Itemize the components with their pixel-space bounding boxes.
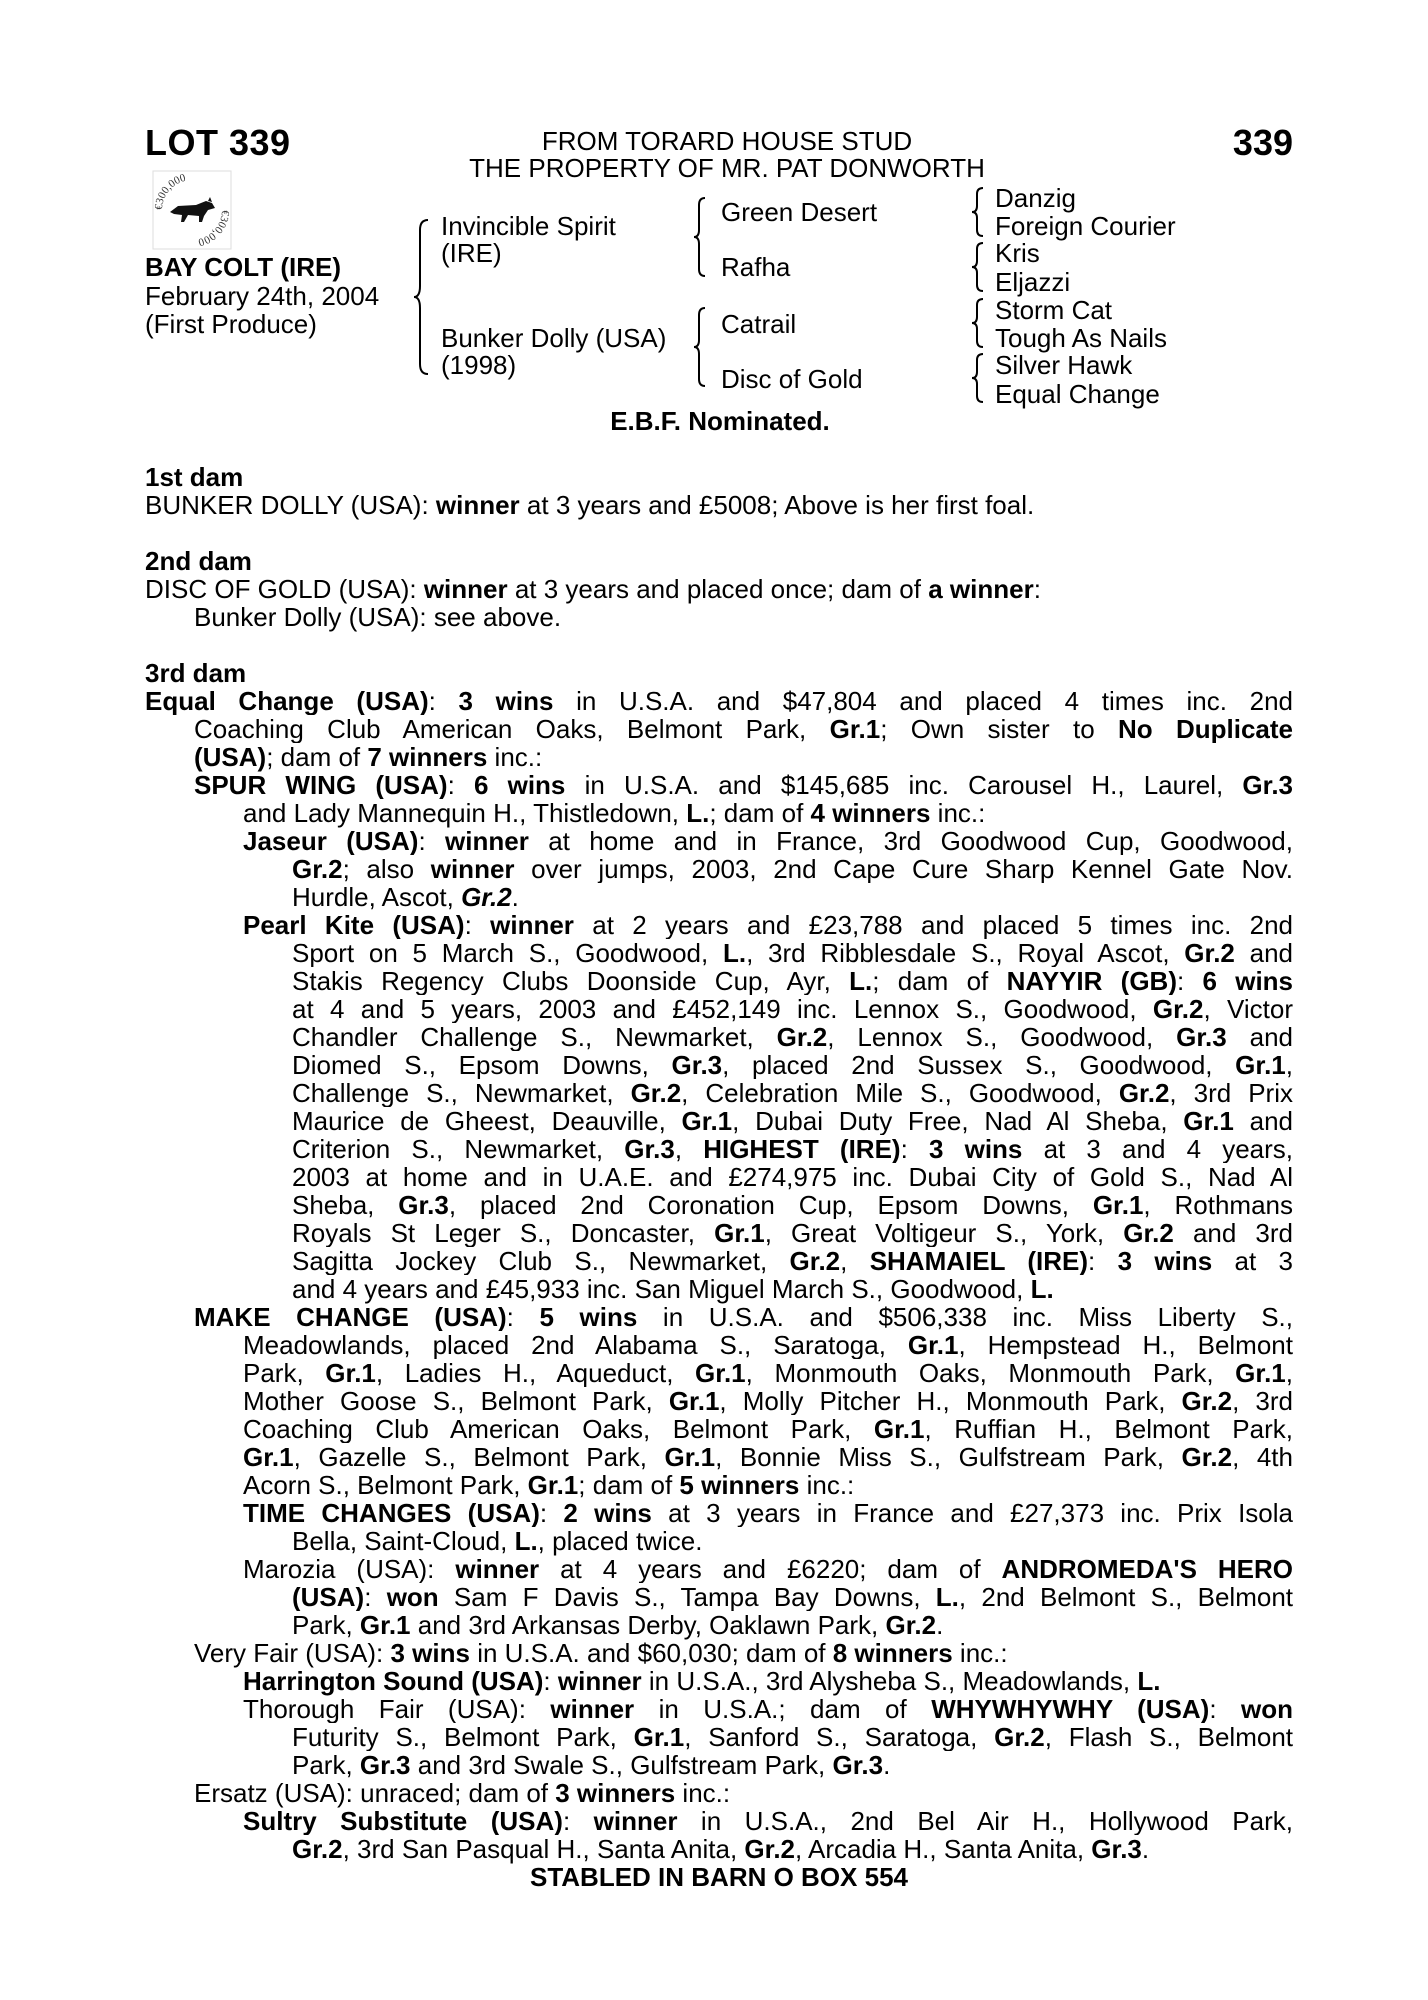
text-run: , <box>840 1247 870 1275</box>
text-run: Sport on 5 March S., Goodwood, <box>292 939 723 967</box>
text-run: Diomed S., Epsom Downs, <box>292 1051 672 1079</box>
pedigree-great-grandparent: Danzig <box>995 183 1076 213</box>
price-stamp-logo <box>152 170 232 250</box>
text-run: Royals St Leger S., Doncaster, <box>292 1219 715 1247</box>
bold-text: 3 wins <box>390 1638 470 1668</box>
text-run: : <box>418 827 446 855</box>
text-run: at 3 <box>1212 1247 1293 1275</box>
pedigree-great-grandparent: Eljazzi <box>995 267 1071 297</box>
bold-text: winner <box>430 855 515 883</box>
text-run: Criterion S., Newmarket, <box>292 1135 625 1163</box>
text-run: in U.S.A., 3rd Alysheba S., Meadowlands, <box>641 1666 1138 1696</box>
text-run: and 3rd Arkansas Derby, Oaklawn Park, <box>410 1610 886 1640</box>
catalogue-body <box>145 463 1293 1891</box>
text-run: , Monmouth Oaks, Monmouth Park, <box>745 1359 1236 1387</box>
text-run: BUNKER DOLLY (USA): <box>145 490 436 520</box>
bold-text: L. <box>514 1526 538 1556</box>
text-run: ; also <box>342 855 431 883</box>
pedigree-entry-line <box>145 1667 1293 1695</box>
bold-text: winner <box>445 827 529 855</box>
bold-text: 3 wins <box>928 1135 1023 1163</box>
text-run: in U.S.A. and $60,030; dam of <box>469 1638 833 1668</box>
text-run: Hurdle, Ascot, <box>292 882 462 912</box>
pedigree-entry-line <box>145 1835 1293 1863</box>
bold-text: Gr.1 <box>527 1470 579 1500</box>
bold-text: winner <box>423 574 508 604</box>
pedigree-brace-icon <box>692 306 708 388</box>
pedigree-entry-line <box>145 1639 1293 1667</box>
text-run: . <box>511 882 519 912</box>
bold-text: Equal Change (USA) <box>145 687 429 715</box>
text-run: ; dam of <box>709 798 811 828</box>
pedigree-brace-icon <box>970 186 986 238</box>
pedigree-entry-line <box>145 743 1293 771</box>
bold-text: 6 wins <box>1202 967 1293 995</box>
pedigree-entry-line <box>145 1051 1293 1079</box>
pedigree-entry-line <box>145 1219 1293 1247</box>
bold-text: L. <box>1137 1666 1161 1696</box>
text-run: , placed twice. <box>537 1526 703 1556</box>
text-run: , 3rd San Pasqual H., Santa Anita, <box>342 1834 745 1864</box>
bold-text: Gr.1 <box>714 1219 765 1247</box>
pedigree-entry-line <box>145 1471 1293 1499</box>
pedigree-entry-line <box>145 491 1293 519</box>
bold-text: L. <box>1030 1274 1054 1304</box>
text-run: , Ruffian H., Belmont Park, <box>924 1415 1293 1443</box>
text-run: Bella, Saint-Cloud, <box>292 1526 515 1556</box>
pedigree-entry-line <box>145 1555 1293 1583</box>
text-run: and <box>1226 1023 1293 1051</box>
text-run: at 3 years and placed once; dam of <box>507 574 929 604</box>
bold-text: 4 winners <box>810 798 931 828</box>
pedigree-brace-icon <box>970 352 986 404</box>
pedigree-entry-line <box>145 1415 1293 1443</box>
text-run: , Ladies H., Aqueduct, <box>375 1359 696 1387</box>
pedigree-entry-line <box>145 1331 1293 1359</box>
text-run: in U.S.A. and $47,804 and placed 4 times inc. 2nd <box>553 687 1293 715</box>
pedigree-entry-line <box>145 1303 1293 1331</box>
text-run: , placed 2nd Coronation Cup, Epsom Downs, <box>448 1191 1093 1219</box>
text-run: and 3rd Swale S., Gulfstream Park, <box>410 1750 833 1780</box>
pedigree-dam: Bunker Dolly (USA) <box>441 323 667 353</box>
pedigree-entry-line <box>145 771 1293 799</box>
bold-text: SPUR WING (USA) <box>194 771 448 799</box>
spacer <box>145 631 1293 659</box>
bold-text: Gr.2 <box>292 1834 343 1864</box>
text-run: at 4 years and £6220; dam of <box>539 1555 1002 1583</box>
bold-text: Gr.2 <box>789 1247 841 1275</box>
pedigree-entry-line <box>145 1611 1293 1639</box>
bold-text: (USA) <box>194 742 267 772</box>
text-run: : <box>1088 1247 1118 1275</box>
bold-text: Sultry Substitute (USA) <box>243 1807 563 1835</box>
text-run: over jumps, 2003, 2nd Cape Cure Sharp Kennel Gate Nov. <box>514 855 1293 883</box>
pedigree-entry-line <box>145 575 1293 603</box>
bold-text: Gr.3 <box>832 1750 884 1780</box>
text-run: , 4th <box>1232 1443 1293 1471</box>
pedigree-dam-year: (1998) <box>441 350 517 380</box>
bold-text: ANDROMEDA'S HERO <box>1001 1555 1293 1583</box>
logo-ring-text: €300,000 <box>196 209 232 249</box>
text-run: Thorough Fair (USA): <box>243 1695 551 1723</box>
bold-text: Gr.1 <box>695 1359 746 1387</box>
bold-text: winner <box>557 1666 642 1696</box>
text-run: : <box>543 1666 558 1696</box>
text-run: , Dubai Duty Free, Nad Al Sheba, <box>732 1107 1184 1135</box>
bold-text: winner <box>550 1695 635 1723</box>
bold-text: L. <box>686 798 710 828</box>
bold-text: Gr.2 <box>1118 1079 1170 1107</box>
pedigree-entry-line <box>145 1135 1293 1163</box>
pedigree-entry-line <box>145 715 1293 743</box>
bold-text: won <box>386 1583 439 1611</box>
bold-text: L. <box>849 967 873 995</box>
pedigree-great-grandparent: Silver Hawk <box>995 350 1133 380</box>
text-run: Park, <box>292 1750 360 1780</box>
section-heading: 1st dam <box>145 462 244 492</box>
text-run: , 2nd Belmont S., Belmont <box>958 1583 1293 1611</box>
pedigree-entry-line <box>145 1527 1293 1555</box>
pedigree-entry-line <box>145 1499 1293 1527</box>
bold-text: Gr.1 <box>1183 1107 1234 1135</box>
bold-text: L. <box>722 939 747 967</box>
bold-text: 3 winners <box>555 1778 676 1808</box>
text-run: Chandler Challenge S., Newmarket, <box>292 1023 777 1051</box>
pedigree-entry-line <box>145 1807 1293 1835</box>
bold-text: Gr.3 <box>671 1051 723 1079</box>
bold-text: Gr.1 <box>829 715 881 743</box>
bold-text: a winner <box>928 574 1034 604</box>
text-run: at 3 years in France and £27,373 inc. Prix Isola <box>651 1499 1293 1527</box>
pedigree-entry-line <box>145 1079 1293 1107</box>
bold-text: Gr.3 <box>398 1191 449 1219</box>
text-run: , Flash S., Belmont <box>1044 1723 1293 1751</box>
horse-description: BAY COLT (IRE) <box>145 252 341 282</box>
lot-label: LOT 339 <box>145 122 291 163</box>
bold-text: MAKE CHANGE (USA) <box>194 1303 507 1331</box>
pedigree-entry-line <box>145 1275 1293 1303</box>
bold-text: Gr.3 <box>1242 771 1293 799</box>
bold-text: Gr.1 <box>325 1359 376 1387</box>
text-run: : <box>464 911 491 939</box>
pedigree-entry-line <box>145 687 1293 715</box>
text-run: . <box>1141 1834 1150 1864</box>
text-run: in U.S.A., 2nd Bel Air H., Hollywood Park, <box>677 1807 1293 1835</box>
bold-text: Gr.1 <box>243 1443 294 1471</box>
text-run: , 3rd <box>1232 1387 1293 1415</box>
text-run: Futurity S., Belmont Park, <box>292 1723 634 1751</box>
bold-text: Gr.2 <box>1184 939 1235 967</box>
bold-text: Gr.1 <box>668 1387 720 1415</box>
bold-text: Gr.2 <box>1181 1387 1233 1415</box>
pedigree-sire-country: (IRE) <box>441 238 502 268</box>
bold-text: Gr.3 <box>624 1135 675 1163</box>
text-run: , Arcadia H., Santa Anita, <box>795 1834 1092 1864</box>
pedigree-brace-icon <box>970 297 986 349</box>
bold-text: 5 winners <box>679 1470 800 1500</box>
text-run: , 3rd Prix <box>1169 1079 1293 1107</box>
bold-text: 8 winners <box>832 1638 953 1668</box>
pedigree-entry-line <box>145 883 1293 911</box>
text-run: : <box>506 1303 540 1331</box>
pedigree-great-grandparent: Equal Change <box>995 379 1160 409</box>
pedigree-grandparent: Catrail <box>721 309 797 339</box>
spacer <box>145 519 1293 547</box>
text-run: , Celebration Mile S., Goodwood, <box>681 1079 1119 1107</box>
stabling-info: STABLED IN BARN O BOX 554 <box>529 1862 908 1892</box>
pedigree-entry-line <box>145 1107 1293 1135</box>
logo-ring-text: €300,000 <box>152 171 188 211</box>
bold-text: Gr.2 <box>994 1723 1045 1751</box>
bold-text: Gr.1 <box>873 1415 925 1443</box>
text-run: and <box>1234 939 1293 967</box>
bold-text: winner <box>435 490 520 520</box>
text-run: at 2 years and £23,788 and placed 5 times inc. 2nd <box>573 911 1293 939</box>
text-run: : <box>1033 574 1041 604</box>
bold-text: Gr.1 <box>664 1443 716 1471</box>
text-run: Sheba, <box>292 1191 399 1219</box>
text-run: , Victor <box>1203 995 1293 1023</box>
text-run: at 3 and 4 years, <box>1022 1135 1293 1163</box>
text-run: Stakis Regency Clubs Doonside Cup, Ayr, <box>292 967 850 995</box>
bold-text: Gr.3 <box>1176 1023 1227 1051</box>
pedigree-entry-line <box>145 1023 1293 1051</box>
text-run: Marozia (USA): <box>243 1555 456 1583</box>
foaling-date: February 24th, 2004 <box>145 281 380 311</box>
text-run: at 4 and 5 years, 2003 and £452,149 inc. Lennox S., Goodwood, <box>292 995 1153 1023</box>
pedigree-grandparent: Green Desert <box>721 197 878 227</box>
produce-note: (First Produce) <box>145 309 317 339</box>
pedigree-entry-line <box>145 1387 1293 1415</box>
pedigree-great-grandparent: Kris <box>995 238 1040 268</box>
section-heading: 3rd dam <box>145 658 247 688</box>
pedigree-brace-icon <box>692 196 708 278</box>
bold-text: Gr.2 <box>744 1834 795 1864</box>
text-run: in U.S.A.; dam of <box>634 1695 932 1723</box>
bold-text: winner <box>490 911 574 939</box>
pedigree-great-grandparent: Tough As Nails <box>995 323 1167 353</box>
lot-number: 339 <box>1232 122 1293 163</box>
bold-text: Gr.3 <box>1091 1834 1142 1864</box>
text-run: , <box>1285 1051 1293 1079</box>
pedigree-grandparent: Rafha <box>721 252 791 282</box>
bold-text: won <box>1241 1695 1293 1723</box>
section-heading: 2nd dam <box>145 546 252 576</box>
pedigree-entry-line <box>145 1695 1293 1723</box>
bold-text: Gr.2 <box>776 1023 828 1051</box>
bold-text: 3 wins <box>458 687 554 715</box>
text-run: : <box>447 771 474 799</box>
text-run: ; dam of <box>578 1470 680 1500</box>
pedigree-entry-line <box>145 827 1293 855</box>
text-run: , Gazelle S., Belmont Park, <box>293 1443 665 1471</box>
text-run: in U.S.A. and $145,685 inc. Carousel H., Laurel, <box>565 771 1243 799</box>
text-run: inc.: <box>952 1638 1008 1668</box>
pedigree-great-grandparent: Foreign Courier <box>995 211 1176 241</box>
text-run: Meadowlands, placed 2nd Alabama S., Saratoga, <box>243 1331 908 1359</box>
text-run: 2003 at home and in U.A.E. and £274,975 inc. Dubai City of Gold S., Nad Al <box>292 1163 1293 1191</box>
text-run: Park, <box>292 1610 360 1640</box>
pedigree-great-grandparent: Storm Cat <box>995 295 1113 325</box>
pedigree-entry-line <box>145 1583 1293 1611</box>
consignor: FROM TORARD HOUSE STUD <box>541 126 913 156</box>
text-run: Coaching Club American Oaks, Belmont Park, <box>194 715 830 743</box>
text-run: Very Fair (USA): <box>194 1638 391 1668</box>
pedigree-entry-line <box>145 911 1293 939</box>
bold-text: Gr.1 <box>681 1107 733 1135</box>
pedigree-entry-line <box>145 603 1293 631</box>
text-run: Sam F Davis S., Tampa Bay Downs, <box>438 1583 936 1611</box>
text-run: and Lady Mannequin H., Thistledown, <box>243 798 687 828</box>
text-run: : <box>1209 1695 1241 1723</box>
bold-text: Gr.1 <box>359 1610 411 1640</box>
pedigree-entry-line <box>145 995 1293 1023</box>
text-run: , placed 2nd Sussex S., Goodwood, <box>722 1051 1236 1079</box>
bold-text: WHYWHYWHY (USA) <box>931 1695 1210 1723</box>
bold-text: L. <box>935 1583 959 1611</box>
bold-text: Gr.2 <box>461 882 512 912</box>
bold-text: SHAMAIEL (IRE) <box>869 1247 1088 1275</box>
bold-text: Gr.1 <box>907 1331 959 1359</box>
text-run: : <box>900 1135 929 1163</box>
text-run: Park, <box>243 1359 326 1387</box>
text-run: inc.: <box>675 1778 731 1808</box>
bold-text: 6 wins <box>473 771 566 799</box>
bold-text: Gr.1 <box>633 1723 685 1751</box>
pedigree-entry-line <box>145 799 1293 827</box>
text-run: , 3rd Ribblesdale S., Royal Ascot, <box>746 939 1185 967</box>
text-run: and <box>1233 1107 1293 1135</box>
pedigree-entry-line <box>145 967 1293 995</box>
text-run: Bunker Dolly (USA): see above. <box>194 602 562 632</box>
text-run: Acorn S., Belmont Park, <box>243 1470 528 1500</box>
bold-text: Gr.2 <box>1181 1443 1233 1471</box>
bold-text: Gr.3 <box>359 1750 411 1780</box>
text-run: Sagitta Jockey Club S., Newmarket, <box>292 1247 790 1275</box>
bold-text: TIME CHANGES (USA) <box>243 1499 540 1527</box>
pedigree-entry-line <box>145 1359 1293 1387</box>
text-run: : <box>364 1583 387 1611</box>
text-run: , Molly Pitcher H., Monmouth Park, <box>719 1387 1182 1415</box>
text-run: . <box>936 1610 944 1640</box>
bold-text: No Duplicate <box>1117 715 1293 743</box>
text-run: inc.: <box>799 1470 855 1500</box>
text-run: ; Own sister to <box>880 715 1118 743</box>
bold-text: winner <box>455 1555 540 1583</box>
bold-text: winner <box>593 1807 678 1835</box>
text-run: , <box>674 1135 704 1163</box>
bold-text: Gr.1 <box>1092 1191 1144 1219</box>
text-run: : <box>428 687 459 715</box>
text-run: ; dam of <box>872 967 1007 995</box>
text-run: , <box>1285 1359 1293 1387</box>
bold-text: (USA) <box>292 1583 365 1611</box>
bold-text: 5 wins <box>539 1303 638 1331</box>
bold-text: Gr.1 <box>1235 1359 1286 1387</box>
pedigree-entry-line <box>145 855 1293 883</box>
bold-text: Jaseur (USA) <box>243 827 419 855</box>
pedigree-entry-line <box>145 1779 1293 1807</box>
pedigree-entry-line <box>145 1163 1293 1191</box>
pedigree-entry-line <box>145 939 1293 967</box>
text-run: Mother Goose S., Belmont Park, <box>243 1387 669 1415</box>
text-run: at home and in France, 3rd Goodwood Cup, Goodwood, <box>528 827 1293 855</box>
text-run: inc.: <box>487 742 543 772</box>
text-run: , Bonnie Miss S., Gulfstream Park, <box>715 1443 1182 1471</box>
bold-text: Gr.2 <box>885 1610 937 1640</box>
text-run: at 3 years and £5008; Above is her first foal. <box>519 490 1035 520</box>
text-run: , Sanford S., Saratoga, <box>684 1723 995 1751</box>
bold-text: HIGHEST (IRE) <box>703 1135 901 1163</box>
bold-text: 7 winners <box>367 742 488 772</box>
pedigree-entry-line <box>145 1723 1293 1751</box>
pedigree-sire: Invincible Spirit <box>441 211 616 241</box>
bold-text: NAYYIR (GB) <box>1006 967 1177 995</box>
pedigree-brace-icon <box>412 218 432 376</box>
property-of: THE PROPERTY OF MR. PAT DONWORTH <box>469 153 985 183</box>
bold-text: Gr.2 <box>630 1079 682 1107</box>
text-run: in U.S.A. and $506,338 inc. Miss Liberty S., <box>637 1303 1293 1331</box>
text-run: , Hempstead H., Belmont <box>958 1331 1293 1359</box>
text-run: : <box>539 1499 564 1527</box>
text-run: Maurice de Gheest, Deauville, <box>292 1107 682 1135</box>
text-run: : <box>1177 967 1203 995</box>
bold-text: Gr.2 <box>1123 1219 1174 1247</box>
bold-text: Gr.1 <box>1235 1051 1286 1079</box>
text-run: DISC OF GOLD (USA): <box>145 574 424 604</box>
pedigree-entry-line <box>145 1247 1293 1275</box>
pedigree-grandparent: Disc of Gold <box>721 364 863 394</box>
text-run: : <box>562 1807 594 1835</box>
bold-text: Pearl Kite (USA) <box>243 911 465 939</box>
text-run: Coaching Club American Oaks, Belmont Park, <box>243 1415 874 1443</box>
text-run: inc.: <box>930 798 986 828</box>
text-run: . <box>883 1750 891 1780</box>
pedigree-entry-line <box>145 1443 1293 1471</box>
pedigree-brace-icon <box>970 241 986 293</box>
bold-text: Gr.2 <box>1152 995 1204 1023</box>
text-run: , Lennox S., Goodwood, <box>827 1023 1177 1051</box>
bold-text: Harrington Sound (USA) <box>243 1666 544 1696</box>
pedigree-entry-line <box>145 1751 1293 1779</box>
bold-text: 2 wins <box>563 1499 652 1527</box>
text-run: ; dam of <box>266 742 368 772</box>
text-run: and 4 years and £45,933 inc. San Miguel March S., Goodwood, <box>292 1274 1031 1304</box>
bold-text: 3 wins <box>1117 1247 1213 1275</box>
ebf-nomination: E.B.F. Nominated. <box>610 406 830 436</box>
text-run: Challenge S., Newmarket, <box>292 1079 631 1107</box>
text-run: , Rothmans <box>1143 1191 1293 1219</box>
text-run: and 3rd <box>1173 1219 1293 1247</box>
text-run: Ersatz (USA): unraced; dam of <box>194 1778 556 1808</box>
text-run: , Great Voltigeur S., York, <box>764 1219 1124 1247</box>
bold-text: Gr.2 <box>292 855 343 883</box>
pedigree-entry-line <box>145 1191 1293 1219</box>
